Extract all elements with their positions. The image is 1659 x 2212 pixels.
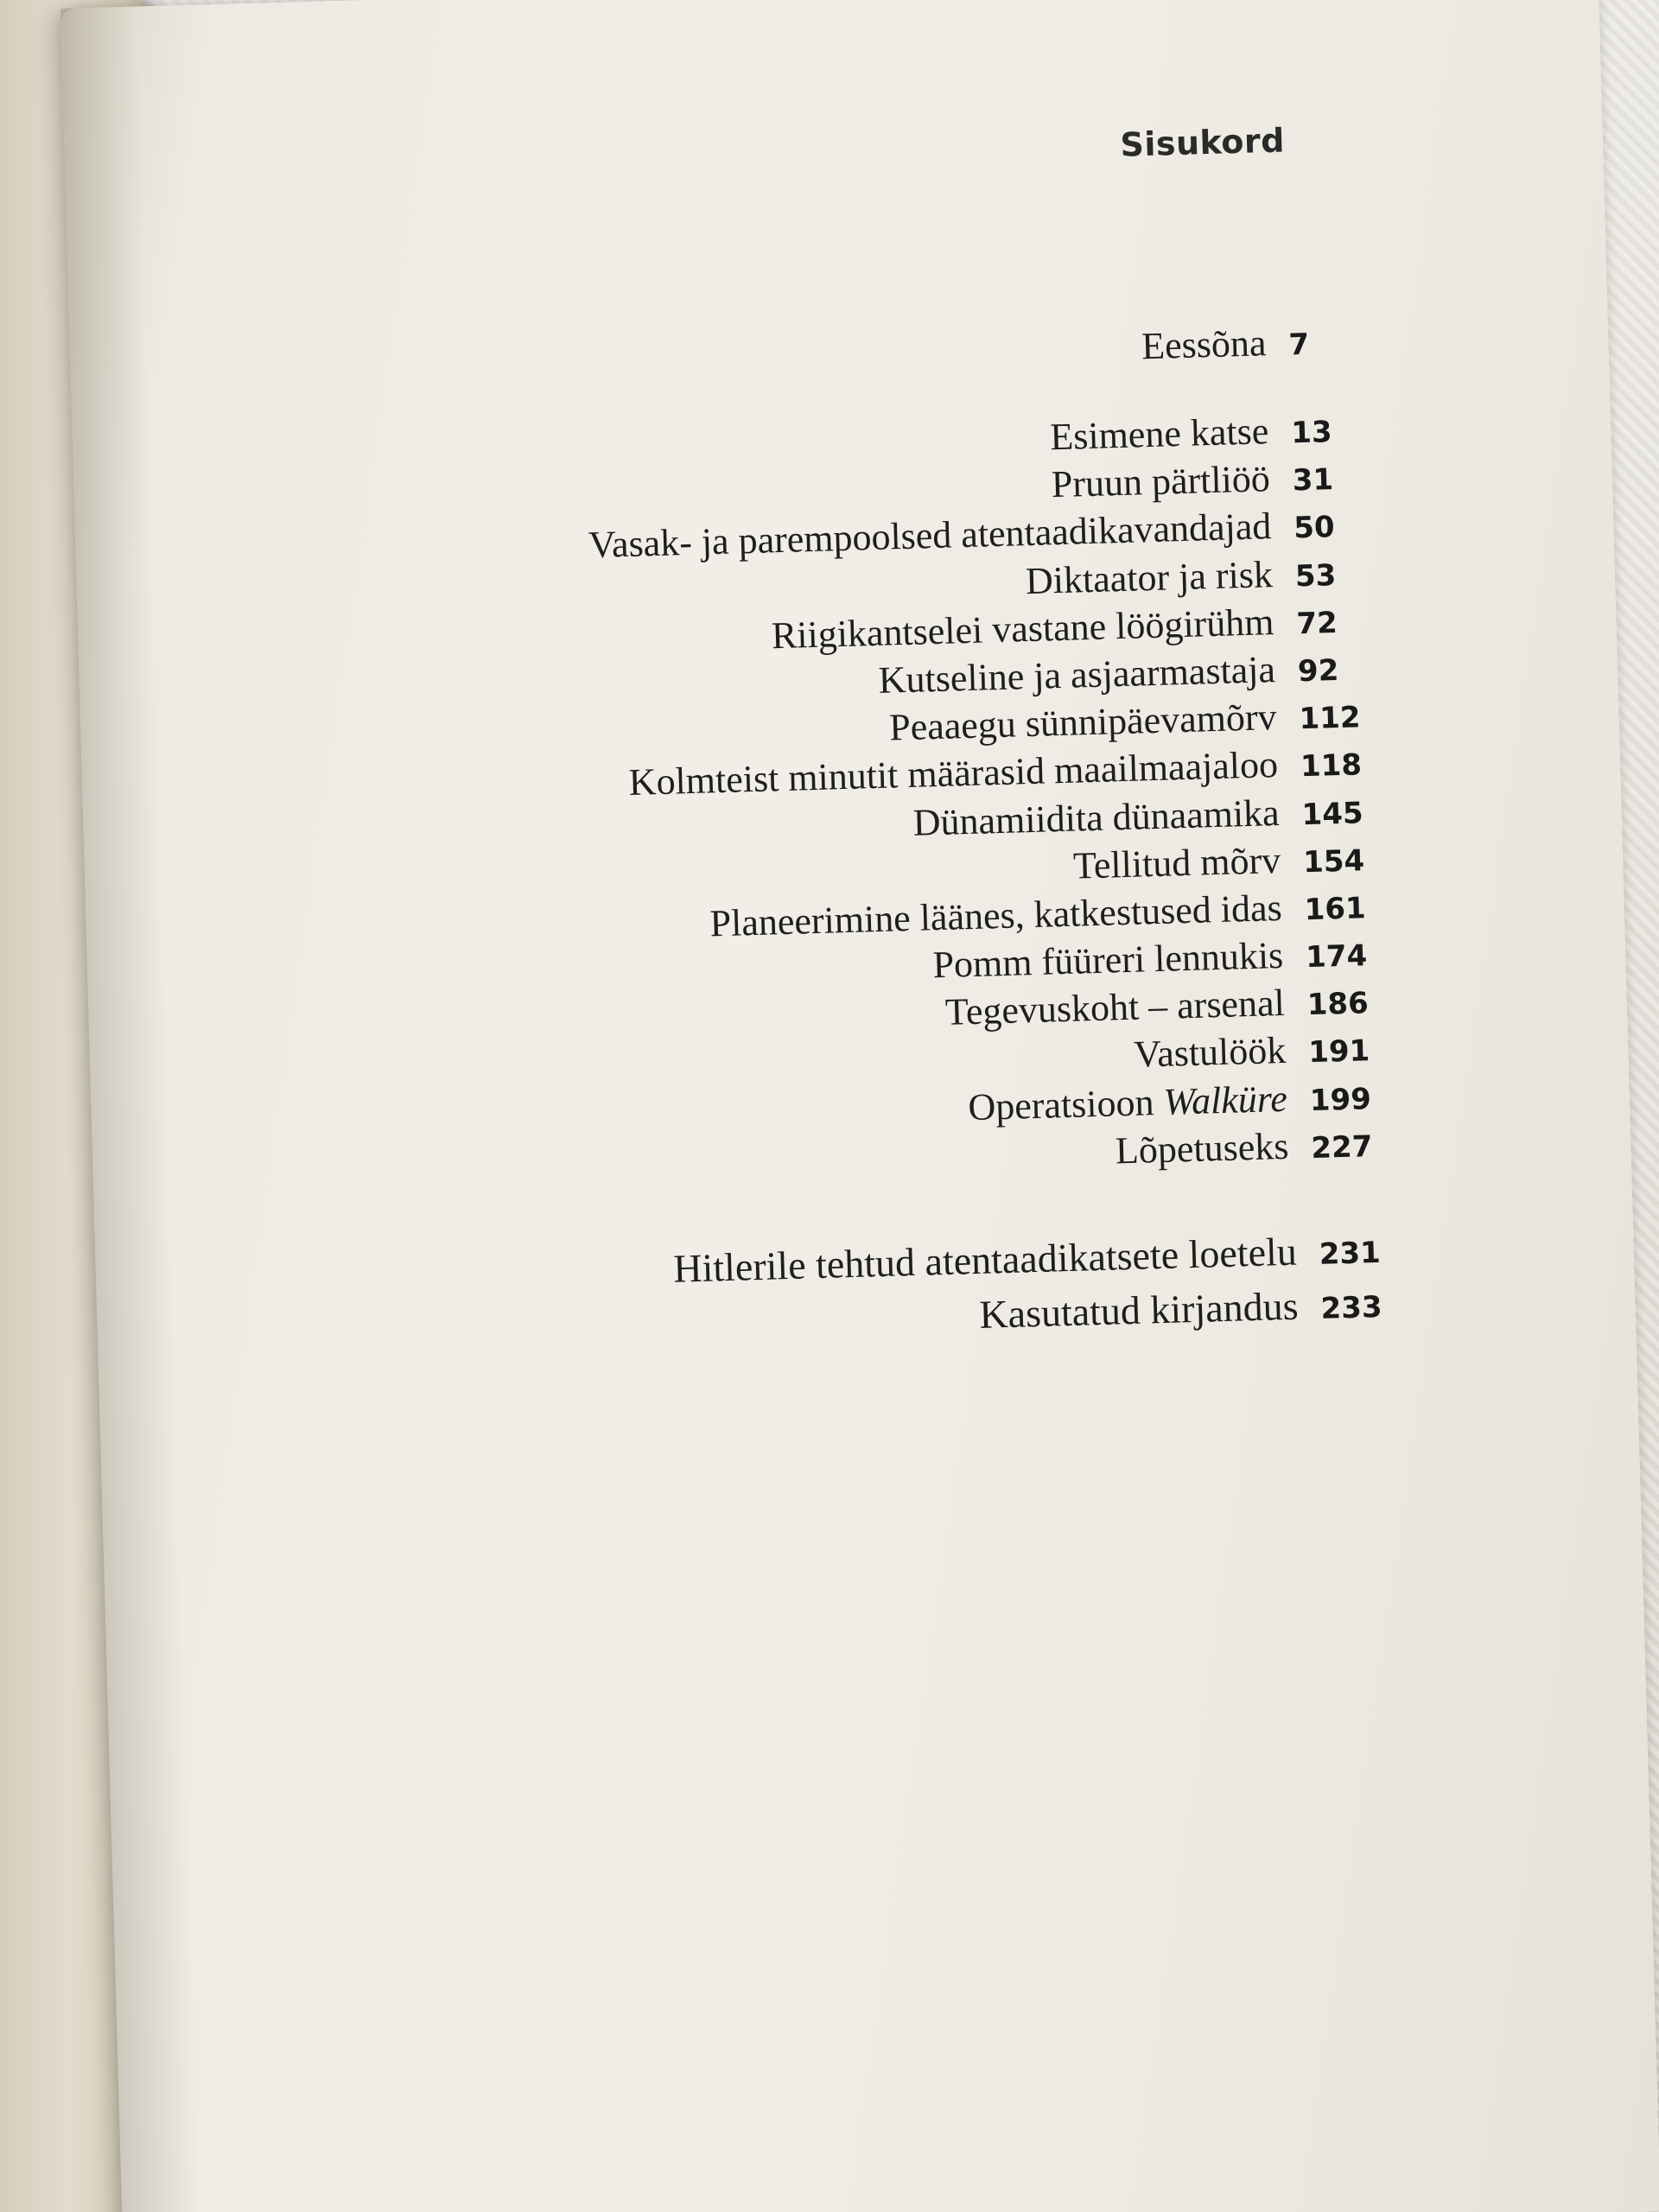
toc-entry-title: Riigikantselei vastane löögirühm <box>771 600 1275 658</box>
toc-entry-page: 92 <box>1297 652 1339 690</box>
toc-entry-title: Dünamiidita dünaamika <box>912 791 1281 844</box>
toc-entry-title: Vastulöök <box>1133 1029 1287 1077</box>
toc-entry-page: 50 <box>1293 510 1336 546</box>
table-of-contents <box>226 319 1383 1367</box>
toc-entry-title: Peaaegu sünnipäevamõrv <box>888 696 1278 749</box>
toc-entry-title <box>968 1076 1288 1128</box>
toc-entry-title: Tegevuskoht – arsenal <box>944 982 1286 1034</box>
toc-entry-page: 145 <box>1301 795 1364 832</box>
toc-entry-page: 227 <box>1310 1128 1373 1166</box>
toc-entry-title: Lõpetuseks <box>1115 1124 1289 1173</box>
toc-entry-title: Planeerimine läänes, katkestused idas <box>709 886 1283 945</box>
toc-entry-page: 199 <box>1309 1081 1372 1118</box>
toc-entry-page: 53 <box>1294 557 1337 594</box>
toc-entry-page: 231 <box>1319 1235 1382 1272</box>
toc-heading: Sisukord <box>1119 121 1286 164</box>
toc-entry-page: 72 <box>1295 605 1338 642</box>
preface-group <box>226 319 1350 398</box>
toc-entry-title: Vasak- ja parempoolsed atentaadikavandajad <box>588 505 1272 567</box>
toc-entry-title: Kutseline ja asjaarmastaja <box>878 647 1276 702</box>
toc-entry-page: 161 <box>1304 891 1367 928</box>
toc-entry-page: 7 <box>1287 327 1310 363</box>
toc-entry-title: Kolmteist minutit määrasid maailmaajaloo <box>628 743 1279 804</box>
toc-entry-title-italic: Walküre <box>1162 1077 1288 1123</box>
toc-entry-title: Esimene katse <box>1049 410 1269 459</box>
toc-entry-title: Kasutatud kirjandus <box>978 1283 1300 1337</box>
toc-entry-preface <box>226 319 1350 398</box>
toc-entry-page: 112 <box>1298 700 1362 737</box>
toc-entry-title: Pomm füüreri lennukis <box>931 933 1284 987</box>
chapters-group <box>228 406 1372 1200</box>
toc-entry-page: 186 <box>1306 986 1370 1023</box>
toc-entry-page: 174 <box>1305 938 1368 976</box>
book-page <box>60 0 1659 2212</box>
toc-entry-title: Eessõna <box>1141 321 1268 368</box>
toc-entry-page: 191 <box>1307 1033 1370 1071</box>
toc-entry-title: Hitlerile tehtud atentaadikatsete loetelu <box>672 1229 1298 1291</box>
toc-entry-page: 118 <box>1300 747 1363 785</box>
toc-entry-title: Diktaator ja risk <box>1025 552 1274 602</box>
toc-entry-page: 31 <box>1292 462 1334 499</box>
toc-entry-title: Pruun pärtliöö <box>1051 457 1271 506</box>
toc-entry-page: 154 <box>1302 842 1365 880</box>
toc-entry-title-prefix: Operatsioon <box>967 1080 1155 1128</box>
toc-entry-title: Tellitud mõrv <box>1072 838 1281 887</box>
toc-entry-page: 233 <box>1320 1289 1383 1326</box>
toc-entry-page: 13 <box>1290 415 1333 451</box>
appendices-group <box>251 1226 1383 1366</box>
